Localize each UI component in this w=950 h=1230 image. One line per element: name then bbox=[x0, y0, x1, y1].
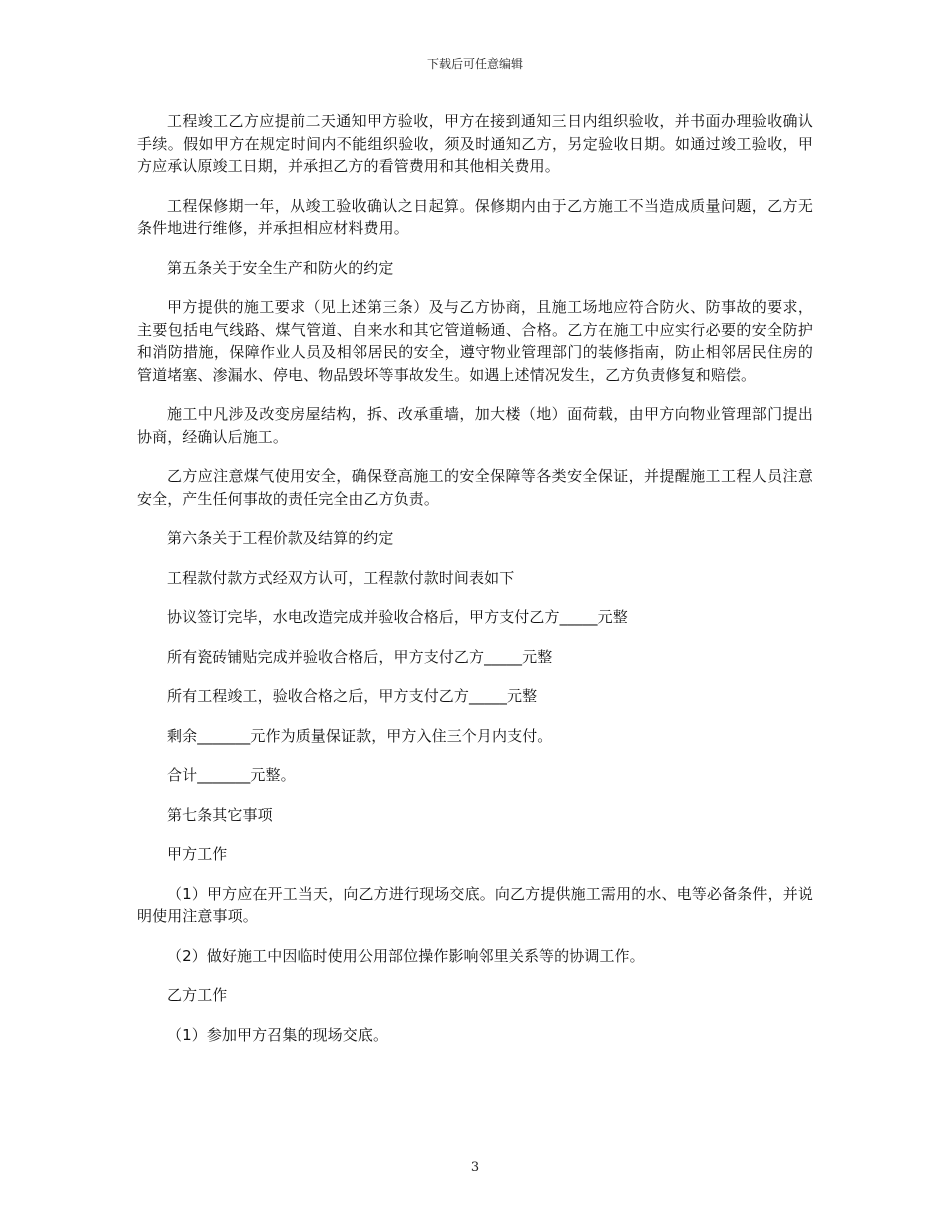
subsection-heading: 乙方工作 bbox=[167, 986, 228, 1004]
payment-item: 协议签订完毕，水电改造完成并验收合格后，甲方支付乙方_____元整 bbox=[167, 608, 628, 626]
page-number: 3 bbox=[470, 1160, 480, 1175]
paragraph: 工程竣工乙方应提前二天通知甲方验收，甲方在接到通知三日内组织验收，并书面办理验收确认手续。假如甲方在规定时间内不能组织验收，须及时通知乙方，另定验收日期。如通过竣工验收，甲方应承认原竣工日期，并承担乙方的看管费用和其他相关费用。 bbox=[137, 112, 813, 175]
paragraph: 甲方提供的施工要求（见上述第三条）及与乙方协商，且施工场地应符合防火、防事故的要求，主要包括电气线路、煤气管道、自来水和其它管道畅通、合格。乙方在施工中应实行必要的安全防护和消防措施，保障作业人员及相邻居民的安全，遵守物业管理部门的装修指南，防止相邻居民住房的管道堵塞、渗漏水、停电、物品毁坏等事故发生。如遇上述情况发生，乙方负责修复和赔偿。 bbox=[137, 298, 813, 384]
payment-item: 剩余_______元作为质量保证款，甲方入住三个月内支付。 bbox=[167, 726, 553, 745]
paragraph: 施工中凡涉及改变房屋结构，拆、改承重墙，加大楼（地）面荷载，由甲方向物业管理部门提出协商，经确认后施工。 bbox=[137, 405, 813, 446]
section-heading: 第七条其它事项 bbox=[167, 805, 273, 824]
paragraph: 乙方应注意煤气使用安全，确保登高施工的安全保障等各类安全保证，并提醒施工工程人员注意安全，产生任何事故的责任完全由乙方负责。 bbox=[137, 467, 813, 508]
payment-total: 合计_______元整。 bbox=[167, 766, 296, 784]
document-body bbox=[137, 110, 813, 1063]
list-item: （2）做好施工中因临时使用公用部位操作影响邻里关系等的协调工作。 bbox=[167, 946, 645, 965]
section-heading: 第六条关于工程价款及结算的约定 bbox=[167, 529, 394, 547]
paragraph: 工程保修期一年，从竣工验收确认之日起算。保修期内由于乙方施工不当造成质量问题，乙方无条件地进行维修，并承担相应材料费用。 bbox=[137, 196, 813, 237]
section-heading: 第五条关于安全生产和防火的约定 bbox=[167, 258, 394, 277]
list-item: （1）参加甲方召集的现场交底。 bbox=[167, 1025, 389, 1044]
payment-item: 所有工程竣工，验收合格之后，甲方支付乙方_____元整 bbox=[167, 687, 538, 705]
page-header: 下载后可任意编辑 bbox=[426, 57, 523, 71]
payment-item: 所有瓷砖铺贴完成并验收合格后，甲方支付乙方_____元整 bbox=[167, 647, 553, 666]
paragraph: 工程款付款方式经双方认可，工程款付款时间表如下 bbox=[167, 568, 515, 587]
subsection-heading: 甲方工作 bbox=[167, 845, 228, 863]
list-item: （1）甲方应在开工当天，向乙方进行现场交底。向乙方提供施工需用的水、电等必备条件，并说明使用注意事项。 bbox=[137, 884, 813, 925]
